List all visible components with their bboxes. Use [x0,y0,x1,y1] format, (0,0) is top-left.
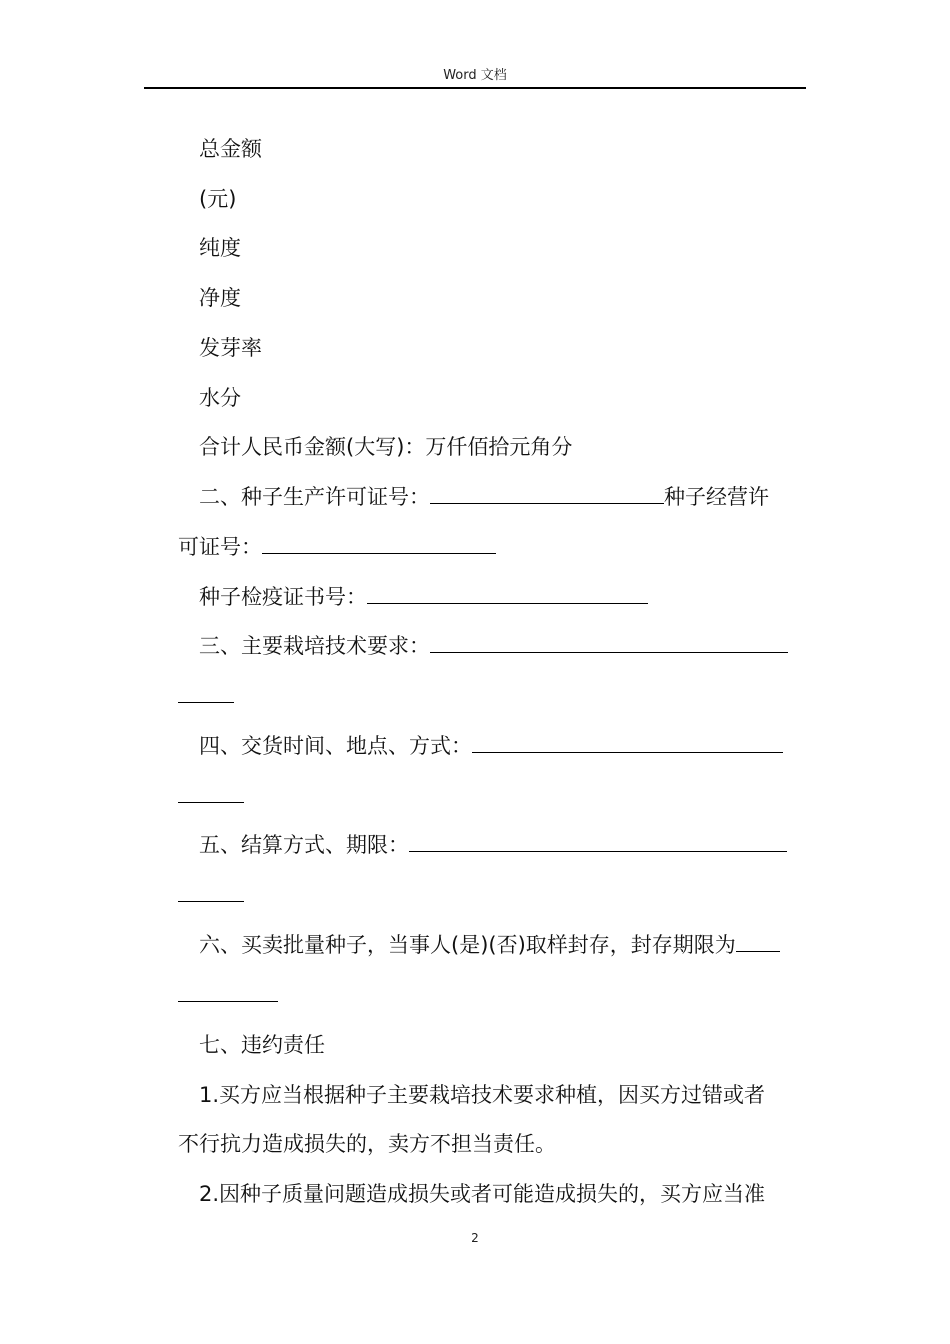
business-license-label-end: 可证号： [178,535,262,559]
section-2-line-1 [199,482,769,512]
settlement-label: 五、结算方式、期限： [199,833,409,857]
total-amount-uppercase: 合计人民币金额(大写)：万仟佰拾元角分 [199,435,573,459]
label-unit-yuan: (元) [199,187,237,211]
header-rule [144,87,806,89]
sample-sealing-label: 六、买卖批量种子，当事人(是)(否)取样封存，封存期限为 [199,933,736,957]
business-license-blank [262,533,496,554]
section-3-continuation [178,681,234,711]
label-purity: 纯度 [199,236,241,260]
page-header: Word 文档 [443,68,507,83]
business-license-label-start: 种子经营许 [664,485,769,509]
label-cleanliness: 净度 [199,286,241,310]
liability-clause-1-line-2: 不行抗力造成损失的，卖方不担当责任。 [178,1132,556,1156]
cultivation-requirements-label: 三、主要栽培技术要求： [199,634,430,658]
section-5-continuation [178,880,244,910]
section-4-continuation [178,781,244,811]
sealing-period-blank-cont [178,981,278,1002]
label-germination-rate: 发芽率 [199,336,262,360]
label-total-amount: 总金额 [199,137,262,161]
quarantine-certificate-blank [367,583,648,604]
section-5-line [199,830,787,860]
section-6-line [199,930,780,960]
section-7-heading: 七、违约责任 [199,1033,325,1057]
delivery-blank-cont [178,782,244,803]
sealing-period-blank [736,931,780,952]
settlement-blank [409,831,787,852]
cultivation-requirements-blank-cont [178,682,234,703]
production-license-label: 二、种子生产许可证号： [199,485,430,509]
section-4-line [199,731,783,761]
section-2-line-2 [178,532,496,562]
production-license-blank [430,483,664,504]
label-moisture: 水分 [199,386,241,410]
delivery-blank [472,732,783,753]
settlement-blank-cont [178,881,244,902]
delivery-label: 四、交货时间、地点、方式： [199,734,472,758]
cultivation-requirements-blank [430,632,788,653]
section-3-line [199,631,788,661]
quarantine-certificate-line [199,582,648,612]
quarantine-certificate-label: 种子检疫证书号： [199,585,367,609]
section-6-continuation [178,980,278,1010]
liability-clause-1-line-1: 1.买方应当根据种子主要栽培技术要求种植，因买方过错或者 [199,1083,766,1107]
liability-clause-2-line-1: 2.因种子质量问题造成损失或者可能造成损失的，买方应当准 [199,1182,766,1206]
page-number: 2 [471,1231,479,1245]
